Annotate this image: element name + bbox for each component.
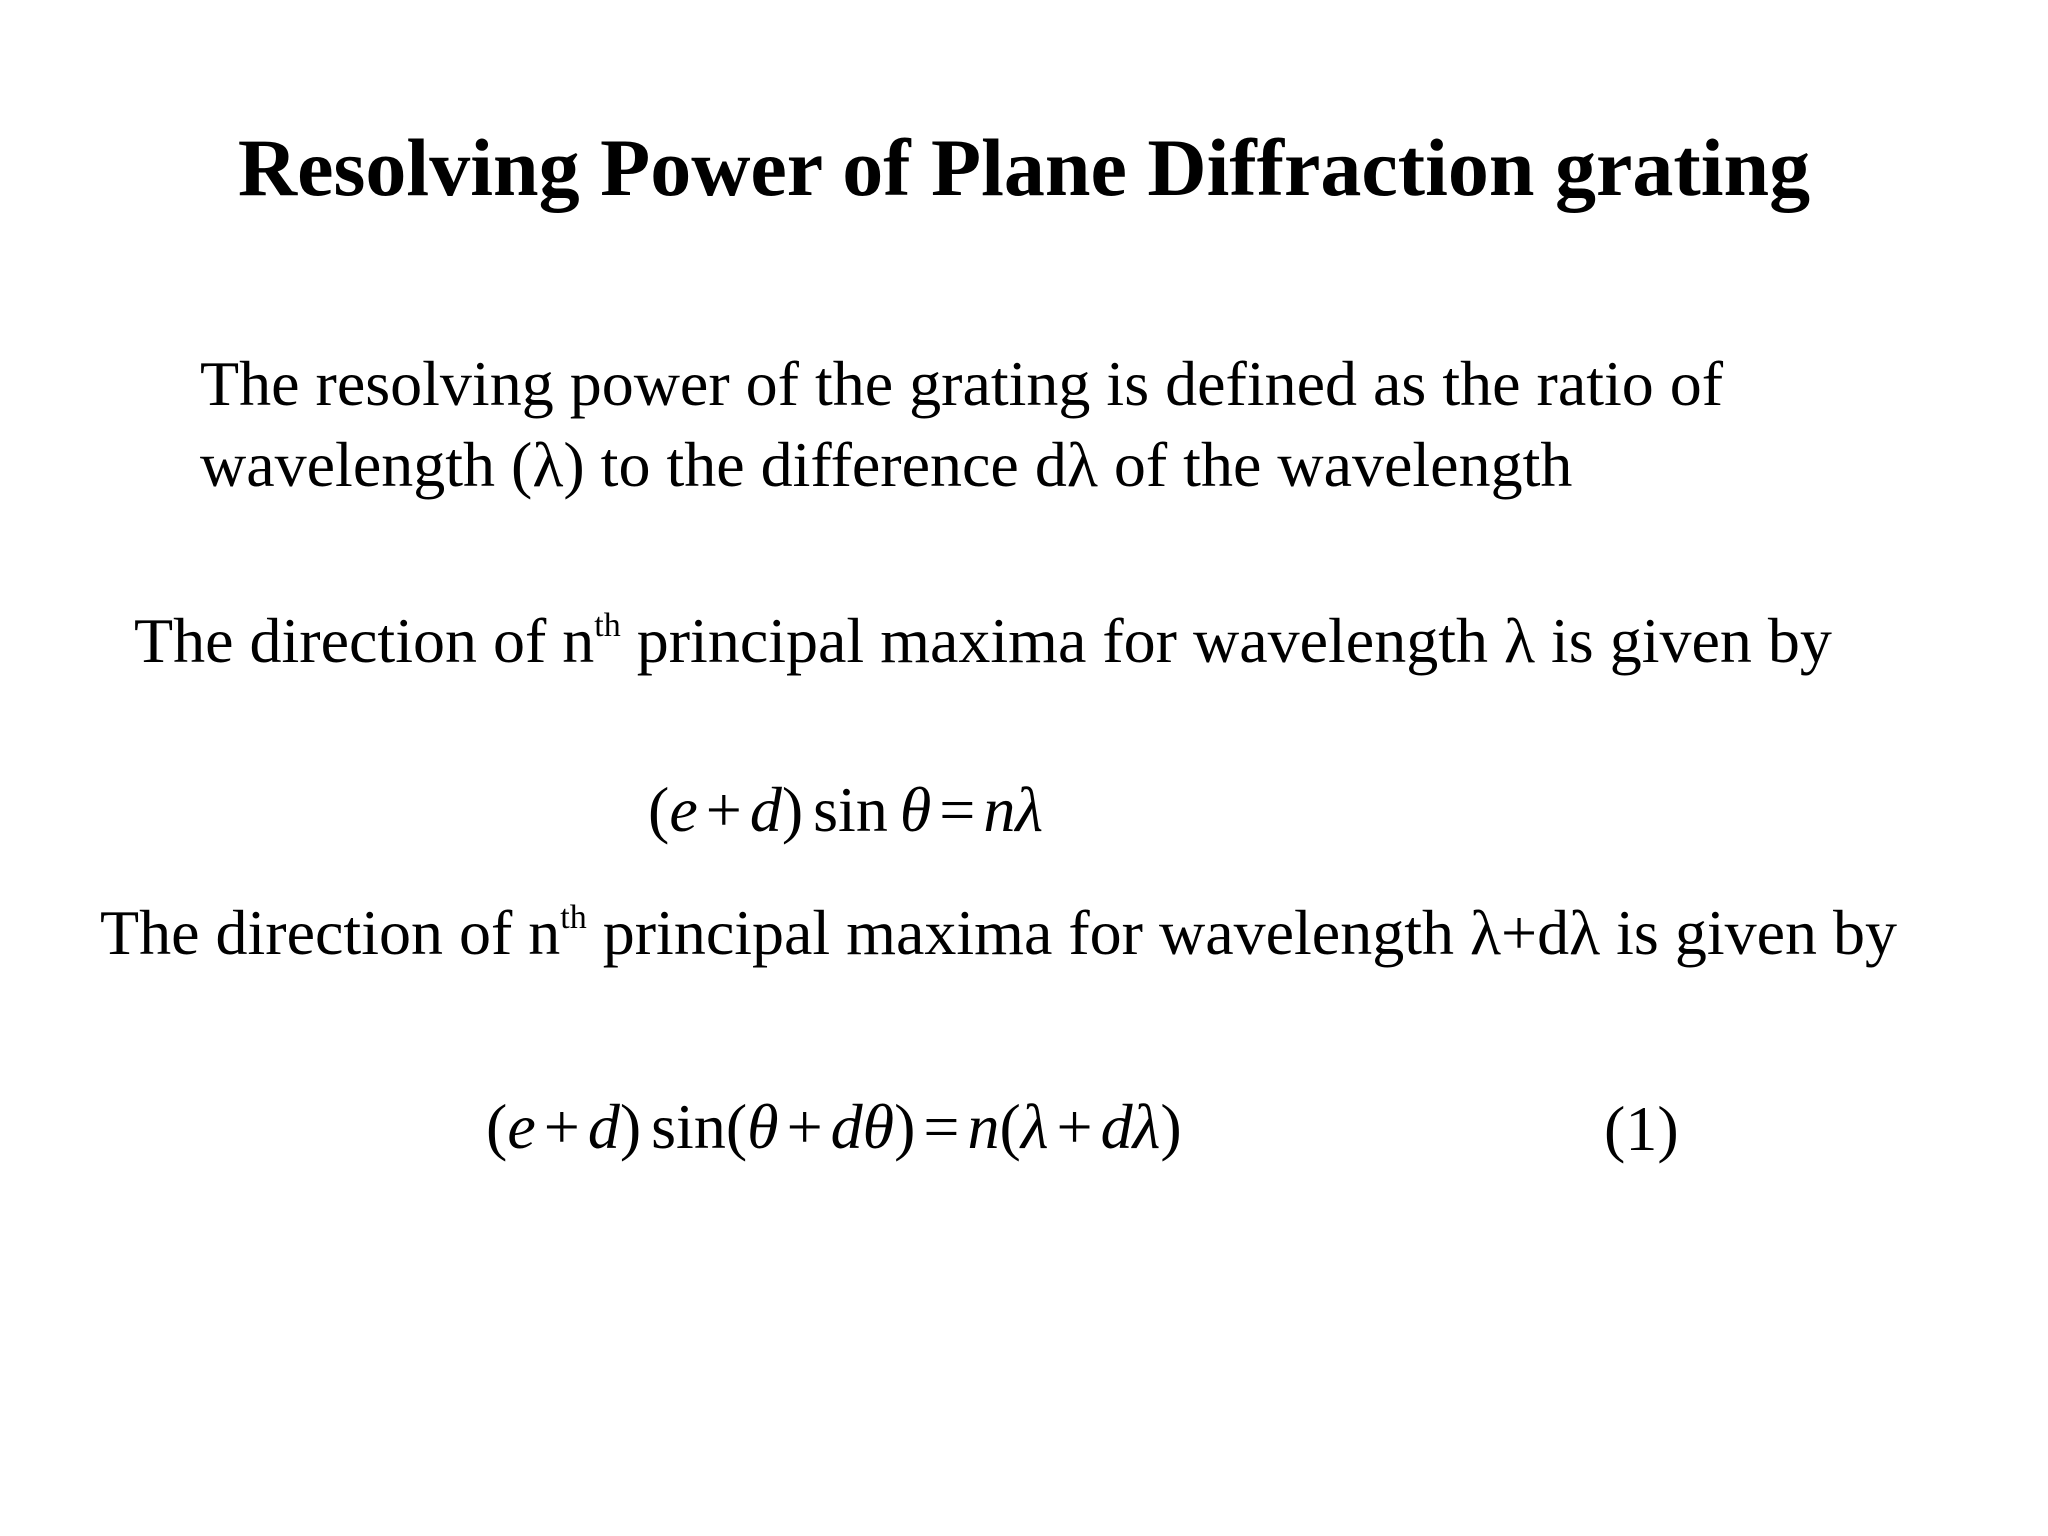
direction-statement-lambda xyxy=(134,601,1832,681)
slide-title: Resolving Power of Plane Diffraction grating xyxy=(237,122,1811,213)
direction-suffix: principal maxima for wavelength λ+dλ is given by xyxy=(586,897,1898,968)
grating-equation-shifted xyxy=(486,1087,1182,1167)
equation-number: (1) xyxy=(1604,1093,1679,1164)
eq2-open-paren-3: ( xyxy=(999,1091,1021,1162)
eq2-plus-3: + xyxy=(1056,1091,1093,1162)
eq1-open-paren: ( xyxy=(648,774,670,845)
direction-prefix: The direction of n xyxy=(134,605,595,676)
eq2-close-paren-1: ) xyxy=(619,1091,642,1162)
eq1-close-paren: ) xyxy=(781,774,804,845)
eq2-var-d: d xyxy=(587,1091,620,1162)
eq1-var-lambda: λ xyxy=(1015,774,1044,845)
eq2-open-paren: ( xyxy=(486,1091,508,1162)
eq2-plus-2: + xyxy=(786,1091,823,1162)
eq2-var-dtheta: dθ xyxy=(830,1091,895,1162)
direction-suffix: principal maxima for wavelength λ is given by xyxy=(620,605,1832,676)
eq2-var-n: n xyxy=(967,1091,1000,1162)
direction-statement-lambda-dlambda xyxy=(100,893,1897,973)
grating-equation xyxy=(648,770,1043,850)
eq1-var-d: d xyxy=(749,774,782,845)
eq2-plus-1: + xyxy=(543,1091,580,1162)
eq2-equals: = xyxy=(923,1091,960,1162)
eq1-equals: = xyxy=(939,774,976,845)
eq2-sin: sin( xyxy=(651,1091,748,1162)
direction-prefix: The direction of n xyxy=(100,897,561,968)
ordinal-superscript: th xyxy=(594,607,621,644)
eq2-var-dlambda: dλ xyxy=(1100,1091,1161,1162)
eq2-var-theta: θ xyxy=(747,1091,779,1162)
ordinal-superscript: th xyxy=(560,899,587,936)
eq2-var-lambda: λ xyxy=(1020,1091,1049,1162)
eq2-var-e: e xyxy=(507,1091,536,1162)
eq1-var-e: e xyxy=(669,774,698,845)
eq1-plus: + xyxy=(705,774,742,845)
eq2-close-paren-3: ) xyxy=(1160,1091,1182,1162)
eq2-close-paren-2: ) xyxy=(894,1091,916,1162)
definition-line-2: wavelength (λ) to the difference dλ of the wavelength xyxy=(200,429,1573,500)
eq1-sin: sin xyxy=(813,774,888,845)
eq1-var-n: n xyxy=(983,774,1016,845)
definition-line-1: The resolving power of the grating is defined as the ratio of xyxy=(200,348,1724,419)
eq1-var-theta: θ xyxy=(899,774,932,845)
